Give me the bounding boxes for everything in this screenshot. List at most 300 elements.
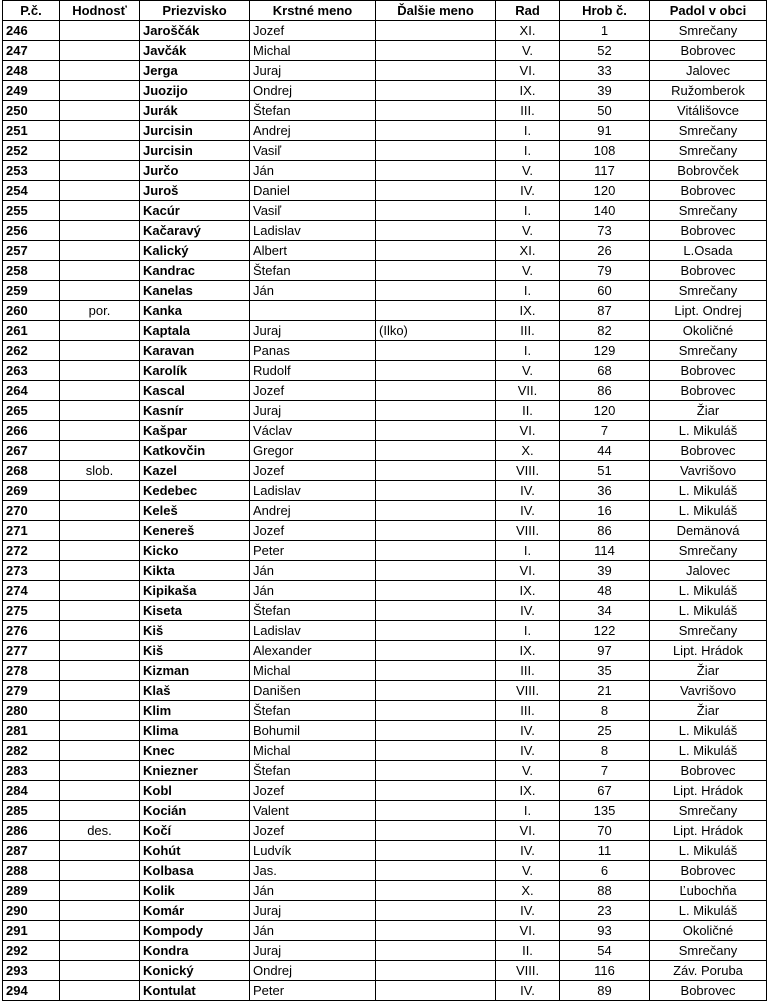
cell-number: 249 bbox=[3, 81, 60, 101]
header-row-number: Rad bbox=[496, 1, 560, 21]
table-row bbox=[3, 561, 767, 581]
cell-village: Smrečany bbox=[650, 121, 767, 141]
cell-other-name bbox=[376, 941, 496, 961]
cell-rank bbox=[60, 941, 140, 961]
cell-surname: Jaroščák bbox=[140, 21, 250, 41]
cell-first-name: Jozef bbox=[250, 521, 376, 541]
cell-grave-number: 51 bbox=[560, 461, 650, 481]
cell-rank bbox=[60, 361, 140, 381]
cell-village: Vavrišovo bbox=[650, 461, 767, 481]
cell-other-name bbox=[376, 381, 496, 401]
table-row bbox=[3, 341, 767, 361]
cell-rank bbox=[60, 721, 140, 741]
cell-grave-number: 33 bbox=[560, 61, 650, 81]
cell-number: 259 bbox=[3, 281, 60, 301]
cell-first-name: Ján bbox=[250, 581, 376, 601]
cell-first-name: Jozef bbox=[250, 821, 376, 841]
cell-other-name bbox=[376, 901, 496, 921]
cell-row-number: I. bbox=[496, 121, 560, 141]
cell-number: 257 bbox=[3, 241, 60, 261]
cell-village: Bobrovec bbox=[650, 981, 767, 1001]
table-row bbox=[3, 81, 767, 101]
cell-village: L. Mikuláš bbox=[650, 581, 767, 601]
cell-number: 284 bbox=[3, 781, 60, 801]
cell-number: 255 bbox=[3, 201, 60, 221]
cell-village: Okoličné bbox=[650, 921, 767, 941]
cell-number: 274 bbox=[3, 581, 60, 601]
cell-rank: slob. bbox=[60, 461, 140, 481]
cell-grave-number: 140 bbox=[560, 201, 650, 221]
cell-rank bbox=[60, 321, 140, 341]
cell-row-number: VIII. bbox=[496, 681, 560, 701]
cell-number: 263 bbox=[3, 361, 60, 381]
cell-rank bbox=[60, 381, 140, 401]
record-sheet bbox=[2, 0, 766, 1001]
table-row bbox=[3, 761, 767, 781]
cell-other-name bbox=[376, 221, 496, 241]
cell-surname: Kiš bbox=[140, 641, 250, 661]
cell-other-name bbox=[376, 81, 496, 101]
cell-surname: Kazel bbox=[140, 461, 250, 481]
cell-surname: Juozijo bbox=[140, 81, 250, 101]
cell-village: Smrečany bbox=[650, 941, 767, 961]
cell-rank bbox=[60, 841, 140, 861]
cell-number: 266 bbox=[3, 421, 60, 441]
cell-number: 279 bbox=[3, 681, 60, 701]
cell-number: 275 bbox=[3, 601, 60, 621]
cell-other-name bbox=[376, 461, 496, 481]
cell-grave-number: 117 bbox=[560, 161, 650, 181]
cell-surname: Kolik bbox=[140, 881, 250, 901]
cell-row-number: V. bbox=[496, 221, 560, 241]
cell-row-number: II. bbox=[496, 941, 560, 961]
cell-first-name: Štefan bbox=[250, 761, 376, 781]
cell-first-name: Peter bbox=[250, 981, 376, 1001]
table-row bbox=[3, 621, 767, 641]
cell-row-number: IV. bbox=[496, 481, 560, 501]
cell-grave-number: 82 bbox=[560, 321, 650, 341]
cell-rank bbox=[60, 41, 140, 61]
cell-first-name: Jozef bbox=[250, 21, 376, 41]
cell-other-name bbox=[376, 921, 496, 941]
cell-rank bbox=[60, 741, 140, 761]
cell-other-name bbox=[376, 201, 496, 221]
cell-rank bbox=[60, 561, 140, 581]
cell-village: L.Osada bbox=[650, 241, 767, 261]
cell-number: 280 bbox=[3, 701, 60, 721]
cell-row-number: IX. bbox=[496, 781, 560, 801]
table-row bbox=[3, 581, 767, 601]
cell-number: 269 bbox=[3, 481, 60, 501]
cell-row-number: VII. bbox=[496, 381, 560, 401]
cell-grave-number: 108 bbox=[560, 141, 650, 161]
cell-number: 283 bbox=[3, 761, 60, 781]
cell-number: 264 bbox=[3, 381, 60, 401]
cell-village: L. Mikuláš bbox=[650, 421, 767, 441]
cell-grave-number: 97 bbox=[560, 641, 650, 661]
cell-rank bbox=[60, 161, 140, 181]
cell-other-name bbox=[376, 761, 496, 781]
cell-other-name bbox=[376, 41, 496, 61]
table-row bbox=[3, 901, 767, 921]
cell-other-name bbox=[376, 241, 496, 261]
cell-rank bbox=[60, 601, 140, 621]
cell-number: 254 bbox=[3, 181, 60, 201]
cell-surname: Knec bbox=[140, 741, 250, 761]
cell-first-name: Michal bbox=[250, 741, 376, 761]
cell-surname: Kedebec bbox=[140, 481, 250, 501]
table-row bbox=[3, 101, 767, 121]
table-row bbox=[3, 241, 767, 261]
cell-row-number: III. bbox=[496, 101, 560, 121]
cell-number: 248 bbox=[3, 61, 60, 81]
cell-other-name bbox=[376, 141, 496, 161]
cell-rank bbox=[60, 581, 140, 601]
cell-row-number: V. bbox=[496, 761, 560, 781]
cell-row-number: VI. bbox=[496, 561, 560, 581]
header-fell-in-village: Padol v obci bbox=[650, 1, 767, 21]
table-row bbox=[3, 861, 767, 881]
cell-grave-number: 68 bbox=[560, 361, 650, 381]
cell-surname: Katkovčin bbox=[140, 441, 250, 461]
cell-surname: Kocián bbox=[140, 801, 250, 821]
cell-number: 286 bbox=[3, 821, 60, 841]
cell-rank bbox=[60, 121, 140, 141]
cell-surname: Kizman bbox=[140, 661, 250, 681]
cell-row-number: V. bbox=[496, 361, 560, 381]
cell-surname: Jurčo bbox=[140, 161, 250, 181]
cell-grave-number: 36 bbox=[560, 481, 650, 501]
cell-grave-number: 39 bbox=[560, 81, 650, 101]
cell-grave-number: 1 bbox=[560, 21, 650, 41]
cell-first-name: Ondrej bbox=[250, 81, 376, 101]
cell-first-name: Michal bbox=[250, 41, 376, 61]
cell-other-name bbox=[376, 301, 496, 321]
cell-rank bbox=[60, 201, 140, 221]
cell-other-name: (Ilko) bbox=[376, 321, 496, 341]
cell-first-name: Bohumil bbox=[250, 721, 376, 741]
cell-surname: Komár bbox=[140, 901, 250, 921]
cell-number: 292 bbox=[3, 941, 60, 961]
cell-village: Lipt. Hrádok bbox=[650, 821, 767, 841]
cell-surname: Kačaravý bbox=[140, 221, 250, 241]
cell-grave-number: 129 bbox=[560, 341, 650, 361]
cell-surname: Kašpar bbox=[140, 421, 250, 441]
cell-row-number: VIII. bbox=[496, 461, 560, 481]
cell-rank bbox=[60, 141, 140, 161]
table-row bbox=[3, 501, 767, 521]
cell-number: 246 bbox=[3, 21, 60, 41]
cell-rank bbox=[60, 521, 140, 541]
cell-village: Žiar bbox=[650, 661, 767, 681]
cell-village: Bobrovec bbox=[650, 441, 767, 461]
cell-other-name bbox=[376, 101, 496, 121]
cell-first-name: Andrej bbox=[250, 501, 376, 521]
table-row bbox=[3, 201, 767, 221]
cell-other-name bbox=[376, 721, 496, 741]
cell-first-name: Ján bbox=[250, 281, 376, 301]
cell-surname: Karolík bbox=[140, 361, 250, 381]
cell-number: 281 bbox=[3, 721, 60, 741]
header-surname: Priezvisko bbox=[140, 1, 250, 21]
cell-other-name bbox=[376, 821, 496, 841]
cell-grave-number: 25 bbox=[560, 721, 650, 741]
cell-first-name: Vasiľ bbox=[250, 141, 376, 161]
cell-surname: Jurák bbox=[140, 101, 250, 121]
cell-first-name: Albert bbox=[250, 241, 376, 261]
cell-village: Jalovec bbox=[650, 61, 767, 81]
cell-rank bbox=[60, 961, 140, 981]
table-row bbox=[3, 141, 767, 161]
cell-number: 261 bbox=[3, 321, 60, 341]
cell-row-number: VI. bbox=[496, 921, 560, 941]
table-row bbox=[3, 401, 767, 421]
cell-rank: des. bbox=[60, 821, 140, 841]
cell-village: Smrečany bbox=[650, 621, 767, 641]
cell-row-number: IX. bbox=[496, 301, 560, 321]
cell-grave-number: 23 bbox=[560, 901, 650, 921]
cell-grave-number: 93 bbox=[560, 921, 650, 941]
cell-row-number: IV. bbox=[496, 501, 560, 521]
cell-other-name bbox=[376, 601, 496, 621]
cell-rank bbox=[60, 21, 140, 41]
table-row bbox=[3, 921, 767, 941]
cell-village: Smrečany bbox=[650, 281, 767, 301]
cell-row-number: III. bbox=[496, 661, 560, 681]
table-row bbox=[3, 321, 767, 341]
cell-village: Bobrovec bbox=[650, 761, 767, 781]
cell-surname: Javčák bbox=[140, 41, 250, 61]
cell-row-number: I. bbox=[496, 341, 560, 361]
header-first-name: Krstné meno bbox=[250, 1, 376, 21]
cell-number: 273 bbox=[3, 561, 60, 581]
cell-number: 285 bbox=[3, 801, 60, 821]
cell-rank bbox=[60, 661, 140, 681]
cell-row-number: V. bbox=[496, 261, 560, 281]
cell-grave-number: 11 bbox=[560, 841, 650, 861]
cell-grave-number: 91 bbox=[560, 121, 650, 141]
fallen-soldiers-table bbox=[2, 0, 767, 1001]
cell-village: Lipt. Hrádok bbox=[650, 781, 767, 801]
cell-row-number: I. bbox=[496, 801, 560, 821]
cell-row-number: I. bbox=[496, 201, 560, 221]
cell-village: Smrečany bbox=[650, 21, 767, 41]
cell-other-name bbox=[376, 521, 496, 541]
cell-first-name: Štefan bbox=[250, 261, 376, 281]
cell-grave-number: 122 bbox=[560, 621, 650, 641]
cell-surname: Kiseta bbox=[140, 601, 250, 621]
cell-row-number: V. bbox=[496, 41, 560, 61]
cell-village: Bobrovec bbox=[650, 261, 767, 281]
cell-grave-number: 67 bbox=[560, 781, 650, 801]
cell-surname: Klaš bbox=[140, 681, 250, 701]
cell-number: 288 bbox=[3, 861, 60, 881]
cell-first-name: Juraj bbox=[250, 901, 376, 921]
cell-number: 272 bbox=[3, 541, 60, 561]
cell-rank bbox=[60, 81, 140, 101]
cell-village: L. Mikuláš bbox=[650, 841, 767, 861]
table-row bbox=[3, 181, 767, 201]
cell-surname: Kicko bbox=[140, 541, 250, 561]
cell-first-name: Václav bbox=[250, 421, 376, 441]
cell-grave-number: 70 bbox=[560, 821, 650, 841]
cell-row-number: IV. bbox=[496, 981, 560, 1001]
cell-rank bbox=[60, 881, 140, 901]
cell-row-number: II. bbox=[496, 401, 560, 421]
cell-village: Okoličné bbox=[650, 321, 767, 341]
cell-surname: Kohút bbox=[140, 841, 250, 861]
cell-row-number: V. bbox=[496, 161, 560, 181]
cell-grave-number: 48 bbox=[560, 581, 650, 601]
cell-first-name: Jozef bbox=[250, 381, 376, 401]
cell-row-number: V. bbox=[496, 861, 560, 881]
cell-rank bbox=[60, 681, 140, 701]
cell-other-name bbox=[376, 481, 496, 501]
cell-row-number: IX. bbox=[496, 641, 560, 661]
cell-first-name: Ladislav bbox=[250, 481, 376, 501]
cell-number: 287 bbox=[3, 841, 60, 861]
cell-row-number: XI. bbox=[496, 241, 560, 261]
cell-rank bbox=[60, 861, 140, 881]
cell-number: 270 bbox=[3, 501, 60, 521]
cell-first-name: Panas bbox=[250, 341, 376, 361]
cell-grave-number: 52 bbox=[560, 41, 650, 61]
cell-rank bbox=[60, 921, 140, 941]
cell-surname: Klima bbox=[140, 721, 250, 741]
cell-surname: Keleš bbox=[140, 501, 250, 521]
cell-surname: Kascal bbox=[140, 381, 250, 401]
cell-first-name: Juraj bbox=[250, 401, 376, 421]
cell-first-name: Peter bbox=[250, 541, 376, 561]
cell-first-name: Andrej bbox=[250, 121, 376, 141]
cell-number: 265 bbox=[3, 401, 60, 421]
cell-other-name bbox=[376, 261, 496, 281]
header-rank: Hodnosť bbox=[60, 1, 140, 21]
cell-number: 271 bbox=[3, 521, 60, 541]
table-row bbox=[3, 741, 767, 761]
cell-surname: Kompody bbox=[140, 921, 250, 941]
cell-number: 278 bbox=[3, 661, 60, 681]
cell-rank bbox=[60, 181, 140, 201]
cell-other-name bbox=[376, 61, 496, 81]
cell-surname: Jurcisin bbox=[140, 141, 250, 161]
cell-surname: Kaptala bbox=[140, 321, 250, 341]
cell-village: Bobrovec bbox=[650, 221, 767, 241]
cell-number: 258 bbox=[3, 261, 60, 281]
cell-rank: por. bbox=[60, 301, 140, 321]
cell-other-name bbox=[376, 501, 496, 521]
cell-village: Ružomberok bbox=[650, 81, 767, 101]
cell-surname: Kobl bbox=[140, 781, 250, 801]
cell-rank bbox=[60, 221, 140, 241]
table-row bbox=[3, 61, 767, 81]
cell-grave-number: 114 bbox=[560, 541, 650, 561]
cell-rank bbox=[60, 621, 140, 641]
cell-rank bbox=[60, 641, 140, 661]
cell-grave-number: 89 bbox=[560, 981, 650, 1001]
cell-rank bbox=[60, 801, 140, 821]
cell-other-name bbox=[376, 441, 496, 461]
table-row bbox=[3, 801, 767, 821]
cell-number: 289 bbox=[3, 881, 60, 901]
cell-surname: Jerga bbox=[140, 61, 250, 81]
cell-first-name: Štefan bbox=[250, 601, 376, 621]
cell-row-number: I. bbox=[496, 621, 560, 641]
table-row bbox=[3, 721, 767, 741]
cell-village: Smrečany bbox=[650, 341, 767, 361]
cell-other-name bbox=[376, 641, 496, 661]
cell-first-name: Ján bbox=[250, 161, 376, 181]
cell-number: 290 bbox=[3, 901, 60, 921]
cell-other-name bbox=[376, 881, 496, 901]
cell-village: L. Mikuláš bbox=[650, 601, 767, 621]
cell-other-name bbox=[376, 561, 496, 581]
cell-row-number: IX. bbox=[496, 581, 560, 601]
cell-village: Bobrovec bbox=[650, 181, 767, 201]
cell-first-name: Vasiľ bbox=[250, 201, 376, 221]
cell-first-name: Juraj bbox=[250, 61, 376, 81]
cell-other-name bbox=[376, 581, 496, 601]
cell-first-name: Juraj bbox=[250, 321, 376, 341]
cell-grave-number: 26 bbox=[560, 241, 650, 261]
cell-village: Lipt. Ondrej bbox=[650, 301, 767, 321]
cell-other-name bbox=[376, 161, 496, 181]
cell-first-name: Ladislav bbox=[250, 621, 376, 641]
cell-row-number: VI. bbox=[496, 421, 560, 441]
cell-row-number: VIII. bbox=[496, 961, 560, 981]
cell-grave-number: 35 bbox=[560, 661, 650, 681]
cell-row-number: X. bbox=[496, 441, 560, 461]
cell-number: 247 bbox=[3, 41, 60, 61]
cell-grave-number: 21 bbox=[560, 681, 650, 701]
cell-surname: Jurcisin bbox=[140, 121, 250, 141]
cell-surname: Kolbasa bbox=[140, 861, 250, 881]
cell-village: L. Mikuláš bbox=[650, 741, 767, 761]
cell-first-name: Ondrej bbox=[250, 961, 376, 981]
cell-other-name bbox=[376, 621, 496, 641]
cell-first-name: Štefan bbox=[250, 101, 376, 121]
cell-village: Bobrovec bbox=[650, 41, 767, 61]
table-row bbox=[3, 261, 767, 281]
table-row bbox=[3, 961, 767, 981]
cell-village: Vavrišovo bbox=[650, 681, 767, 701]
cell-grave-number: 86 bbox=[560, 381, 650, 401]
cell-row-number: IV. bbox=[496, 841, 560, 861]
cell-grave-number: 120 bbox=[560, 181, 650, 201]
table-row bbox=[3, 601, 767, 621]
cell-other-name bbox=[376, 801, 496, 821]
cell-rank bbox=[60, 61, 140, 81]
cell-first-name: Ján bbox=[250, 921, 376, 941]
cell-rank bbox=[60, 781, 140, 801]
cell-number: 276 bbox=[3, 621, 60, 641]
cell-village: L. Mikuláš bbox=[650, 501, 767, 521]
table-row bbox=[3, 41, 767, 61]
cell-other-name bbox=[376, 701, 496, 721]
cell-surname: Klim bbox=[140, 701, 250, 721]
cell-village: Vitálišovce bbox=[650, 101, 767, 121]
cell-rank bbox=[60, 241, 140, 261]
cell-number: 291 bbox=[3, 921, 60, 941]
cell-first-name: Juraj bbox=[250, 941, 376, 961]
cell-row-number: I. bbox=[496, 281, 560, 301]
cell-number: 251 bbox=[3, 121, 60, 141]
cell-grave-number: 39 bbox=[560, 561, 650, 581]
cell-village: Žiar bbox=[650, 401, 767, 421]
cell-grave-number: 8 bbox=[560, 741, 650, 761]
cell-grave-number: 86 bbox=[560, 521, 650, 541]
cell-other-name bbox=[376, 181, 496, 201]
